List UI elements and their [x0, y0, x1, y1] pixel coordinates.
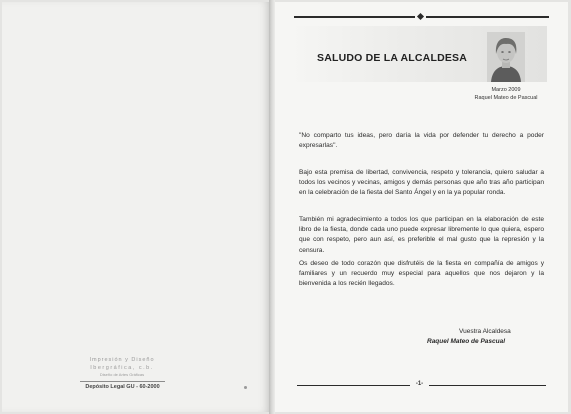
page-mark	[244, 386, 247, 389]
footer-rule-right	[429, 385, 546, 386]
header-rule-right	[426, 16, 549, 18]
printer-line-3: Diseño de Artes Gráficas	[99, 372, 145, 377]
paragraph-3: Os deseo de todo corazón que disfrutéis de la fiesta en compañía de amigos y familiares y un recuerdo muy especial para aquellos que nos dejaron y la bienvenida a los recién llegados.	[299, 260, 544, 288]
portrait-photo	[487, 32, 525, 82]
paragraph-2: También mi agradecimiento a todos los que participan en la elaboración de este libro de la fiesta, donde cada uno puede expresar libremente lo que quiera, espero que con respeto, pero aun así, es preferible el mal gusto que la represión y la censura.	[299, 216, 544, 254]
signoff-greeting: Vuestra Alcaldesa	[459, 328, 511, 335]
printer-line-1: Impresión y Diseño	[89, 357, 155, 363]
signoff-name: Raquel Mateo de Pascual	[427, 338, 506, 345]
legal-deposit: Depósito Legal GU - 60-2000	[85, 384, 160, 390]
opening-quote: "No comparto tus ideas, pero daría la vida por defender tu derecho a poder expresarlas".	[299, 132, 544, 150]
header-diamond-ornament	[417, 13, 424, 20]
printer-credits	[82, 357, 162, 377]
portrait-photo-icon	[487, 32, 525, 82]
photo-caption	[465, 86, 547, 102]
header-rule-left	[294, 16, 415, 18]
paragraph-1: Bajo esta premisa de libertad, convivencia, respeto y tolerancia, quiero saludar a todos los vecinos y vecinas, amigos y demás personas que año tras año participan en la celebración de la fiesta del Santo Ángel y en la ya popular ronda.	[299, 169, 544, 197]
page-title: SALUDO DE LA ALCALDESA	[317, 52, 468, 64]
page-number: -1-	[415, 381, 424, 387]
caption-name: Raquel Mateo de Pascual	[474, 95, 538, 101]
caption-date: Marzo 2009	[491, 87, 521, 93]
left-page	[2, 2, 269, 412]
legal-divider	[80, 381, 165, 382]
footer-rule-left	[297, 385, 410, 386]
signoff	[427, 327, 547, 347]
right-page	[275, 2, 568, 412]
printer-line-2: Ibergráfica, c.b.	[90, 365, 154, 371]
